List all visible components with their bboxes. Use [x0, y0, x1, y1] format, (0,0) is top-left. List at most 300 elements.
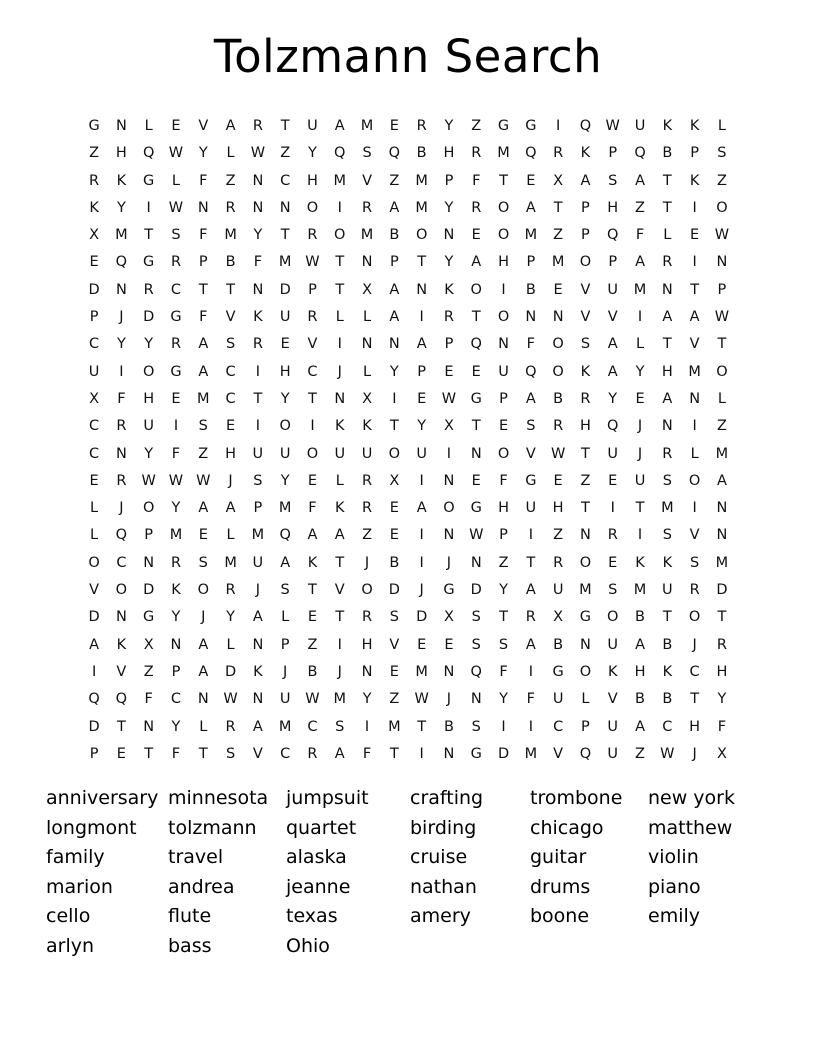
grid-cell[interactable]: T [417, 254, 427, 271]
grid-cell[interactable]: P [608, 254, 618, 271]
grid-cell[interactable]: S [389, 609, 399, 626]
grid-cell[interactable]: Y [171, 718, 181, 735]
grid-cell[interactable]: A [525, 582, 536, 599]
grid-cell[interactable]: R [525, 609, 536, 626]
grid-cell[interactable]: W [441, 390, 457, 407]
grid-cell[interactable]: E [444, 636, 454, 653]
grid-cell[interactable]: Z [580, 472, 591, 489]
grid-cell[interactable]: U [498, 363, 509, 380]
grid-cell[interactable]: X [553, 609, 564, 626]
grid-cell[interactable]: N [143, 718, 155, 735]
grid-cell[interactable]: J [255, 582, 260, 599]
grid-cell[interactable]: V [362, 172, 373, 189]
grid-cell[interactable]: Z [143, 663, 154, 680]
grid-cell[interactable]: F [472, 172, 481, 189]
grid-cell[interactable]: M [415, 172, 428, 189]
grid-cell[interactable]: A [662, 309, 673, 326]
grid-cell[interactable]: A [198, 500, 209, 517]
grid-cell[interactable]: C [280, 172, 291, 189]
grid-cell[interactable]: T [471, 309, 481, 326]
grid-cell[interactable]: W [168, 199, 184, 216]
grid-cell[interactable]: G [497, 118, 510, 134]
grid-cell[interactable]: A [198, 663, 209, 680]
word-list-item[interactable]: boone [530, 905, 590, 928]
grid-cell[interactable]: L [226, 145, 235, 162]
grid-cell[interactable]: Z [280, 145, 291, 162]
grid-cell[interactable]: Z [225, 172, 236, 189]
grid-cell[interactable]: D [470, 582, 482, 599]
grid-cell[interactable]: K [116, 172, 127, 189]
grid-cell[interactable]: A [607, 336, 618, 353]
grid-cell[interactable]: O [552, 336, 564, 353]
grid-cell[interactable]: E [389, 663, 399, 680]
grid-cell[interactable]: O [497, 199, 510, 216]
grid-cell[interactable]: P [581, 199, 590, 216]
grid-cell[interactable]: R [225, 582, 236, 599]
grid-cell[interactable]: K [689, 118, 700, 134]
grid-cell[interactable]: T [581, 500, 590, 517]
grid-cell[interactable]: A [716, 472, 727, 489]
grid-cell[interactable]: S [225, 745, 236, 762]
grid-cell[interactable]: E [553, 472, 563, 489]
grid-cell[interactable]: V [252, 745, 263, 762]
grid-cell[interactable]: F [199, 309, 208, 326]
grid-cell[interactable]: A [198, 363, 209, 380]
grid-cell[interactable]: E [280, 336, 290, 353]
grid-cell[interactable]: E [526, 172, 536, 189]
grid-cell[interactable]: U [279, 309, 291, 326]
grid-cell[interactable]: C [307, 718, 318, 735]
grid-cell[interactable]: H [716, 663, 728, 680]
grid-cell[interactable]: Q [142, 145, 155, 162]
grid-cell[interactable]: T [662, 172, 672, 189]
grid-cell[interactable]: R [607, 527, 618, 544]
grid-cell[interactable]: P [171, 663, 181, 680]
grid-cell[interactable]: H [115, 145, 127, 162]
grid-cell[interactable]: T [553, 199, 563, 216]
grid-cell[interactable]: N [197, 199, 209, 216]
grid-cell[interactable]: Z [716, 418, 727, 435]
grid-cell[interactable]: O [470, 281, 482, 298]
grid-cell[interactable]: W [196, 472, 211, 489]
grid-cell[interactable]: D [88, 281, 100, 298]
grid-cell[interactable]: N [361, 663, 373, 680]
grid-cell[interactable]: V [580, 281, 591, 298]
grid-cell[interactable]: E [171, 390, 181, 407]
grid-cell[interactable]: T [335, 609, 345, 626]
grid-cell[interactable]: Z [198, 445, 209, 462]
grid-cell[interactable]: O [579, 554, 592, 571]
grid-cell[interactable]: T [198, 281, 208, 298]
grid-cell[interactable]: V [307, 336, 318, 353]
grid-cell[interactable]: T [635, 500, 645, 517]
grid-cell[interactable]: Q [579, 745, 592, 762]
grid-cell[interactable]: T [389, 745, 399, 762]
grid-cell[interactable]: P [526, 254, 536, 271]
grid-cell[interactable]: U [279, 445, 291, 462]
grid-cell[interactable]: R [170, 336, 182, 353]
grid-cell[interactable]: I [637, 527, 643, 544]
grid-cell[interactable]: S [717, 145, 727, 162]
word-list-item[interactable]: alaska [286, 846, 347, 869]
grid-cell[interactable]: M [360, 227, 374, 244]
grid-cell[interactable]: I [337, 636, 342, 653]
grid-cell[interactable]: Y [144, 336, 154, 353]
grid-cell[interactable]: T [581, 445, 590, 462]
grid-cell[interactable]: T [116, 718, 126, 735]
grid-cell[interactable]: Z [471, 118, 482, 134]
grid-cell[interactable]: M [551, 254, 565, 271]
grid-cell[interactable]: R [471, 145, 482, 162]
word-list-item[interactable]: Ohio [286, 934, 330, 957]
grid-cell[interactable]: Q [470, 663, 482, 680]
grid-cell[interactable]: E [307, 609, 318, 626]
grid-cell[interactable]: O [306, 199, 319, 216]
grid-cell[interactable]: F [526, 691, 535, 708]
word-list-item[interactable]: new york [648, 787, 735, 810]
grid-cell[interactable]: G [143, 172, 155, 189]
grid-cell[interactable]: J [637, 418, 643, 435]
grid-cell[interactable]: S [526, 418, 536, 435]
grid-cell[interactable]: L [335, 309, 344, 326]
grid-cell[interactable]: J [637, 445, 643, 462]
grid-cell[interactable]: C [225, 363, 236, 380]
grid-cell[interactable]: O [115, 582, 128, 599]
grid-cell[interactable]: A [198, 636, 209, 653]
grid-cell[interactable]: V [553, 745, 564, 762]
grid-cell[interactable]: M [633, 281, 647, 298]
grid-cell[interactable]: M [278, 254, 292, 271]
grid-cell[interactable]: G [470, 500, 482, 517]
grid-cell[interactable]: X [443, 609, 454, 626]
grid-cell[interactable]: O [142, 500, 155, 517]
grid-cell[interactable]: T [335, 281, 345, 298]
grid-cell[interactable]: I [528, 527, 533, 544]
grid-cell[interactable]: G [143, 254, 155, 271]
grid-cell[interactable]: Q [115, 691, 128, 708]
grid-cell[interactable]: Y [198, 145, 208, 162]
grid-cell[interactable]: A [525, 199, 536, 216]
grid-cell[interactable]: A [580, 172, 591, 189]
grid-cell[interactable]: K [444, 281, 454, 298]
grid-cell[interactable]: T [144, 745, 154, 762]
grid-cell[interactable]: P [444, 172, 454, 189]
grid-cell[interactable]: I [146, 199, 151, 216]
grid-cell[interactable]: M [661, 500, 674, 517]
grid-cell[interactable]: C [225, 390, 236, 407]
grid-cell[interactable]: I [446, 445, 452, 462]
grid-cell[interactable]: A [416, 336, 427, 353]
grid-cell[interactable]: G [170, 309, 182, 326]
grid-cell[interactable]: W [250, 145, 266, 162]
grid-cell[interactable]: M [415, 199, 428, 216]
grid-cell[interactable]: N [416, 281, 428, 298]
grid-cell[interactable]: E [389, 118, 399, 134]
grid-cell[interactable]: E [198, 527, 208, 544]
grid-cell[interactable]: T [662, 336, 672, 353]
grid-cell[interactable]: I [119, 363, 124, 380]
grid-cell[interactable]: M [360, 118, 374, 134]
grid-cell[interactable]: F [308, 500, 317, 517]
grid-cell[interactable]: M [497, 145, 510, 162]
grid-cell[interactable]: U [552, 582, 564, 599]
grid-cell[interactable]: S [608, 582, 618, 599]
grid-cell[interactable]: D [143, 582, 155, 599]
grid-cell[interactable]: R [362, 472, 373, 489]
grid-cell[interactable]: Z [635, 745, 645, 762]
grid-cell[interactable]: T [280, 118, 290, 134]
grid-cell[interactable]: N [689, 390, 701, 407]
grid-cell[interactable]: K [253, 663, 263, 680]
grid-cell[interactable]: C [170, 691, 182, 708]
word-list-item[interactable]: flute [168, 905, 212, 928]
grid-cell[interactable]: M [524, 745, 538, 762]
grid-cell[interactable]: H [634, 663, 646, 680]
grid-cell[interactable]: U [607, 636, 619, 653]
grid-cell[interactable]: A [334, 745, 345, 762]
grid-cell[interactable]: A [252, 609, 263, 626]
grid-cell[interactable]: N [443, 527, 455, 544]
grid-cell[interactable]: P [308, 281, 317, 298]
word-list-item[interactable]: jeanne [286, 875, 351, 898]
grid-cell[interactable]: R [252, 336, 263, 353]
grid-cell[interactable]: N [170, 636, 182, 653]
grid-cell[interactable]: L [363, 309, 372, 326]
grid-cell[interactable]: Y [280, 472, 290, 489]
grid-cell[interactable]: N [470, 445, 482, 462]
grid-cell[interactable]: R [362, 500, 373, 517]
grid-cell[interactable]: Q [634, 145, 646, 162]
grid-cell[interactable]: W [714, 309, 730, 326]
grid-cell[interactable]: I [692, 500, 697, 517]
grid-cell[interactable]: W [305, 254, 320, 271]
grid-cell[interactable]: Y [635, 363, 645, 380]
grid-cell[interactable]: V [689, 336, 700, 353]
grid-cell[interactable]: O [497, 227, 510, 244]
grid-cell[interactable]: H [552, 500, 564, 517]
grid-cell[interactable]: U [416, 445, 427, 462]
grid-cell[interactable]: T [417, 718, 427, 735]
grid-cell[interactable]: A [89, 636, 100, 653]
word-list-item[interactable]: marion [46, 875, 113, 898]
grid-cell[interactable]: K [89, 199, 99, 216]
grid-cell[interactable]: Y [608, 390, 618, 407]
grid-cell[interactable]: S [471, 609, 481, 626]
grid-cell[interactable]: S [253, 472, 263, 489]
grid-cell[interactable]: Q [388, 145, 401, 162]
grid-cell[interactable]: X [553, 172, 564, 189]
grid-cell[interactable]: P [89, 309, 99, 326]
grid-cell[interactable]: O [334, 227, 346, 244]
grid-cell[interactable]: I [692, 254, 697, 271]
grid-cell[interactable]: M [224, 227, 237, 244]
grid-cell[interactable]: W [168, 472, 184, 489]
grid-cell[interactable]: Z [362, 527, 373, 544]
grid-cell[interactable]: Y [308, 145, 317, 162]
grid-cell[interactable]: H [498, 254, 509, 271]
grid-cell[interactable]: M [579, 582, 592, 599]
grid-cell[interactable]: G [552, 663, 564, 680]
grid-cell[interactable]: Q [88, 691, 100, 708]
grid-cell[interactable]: W [714, 227, 730, 244]
grid-cell[interactable]: K [662, 663, 673, 680]
grid-cell[interactable]: W [141, 472, 156, 489]
grid-cell[interactable]: N [361, 254, 373, 271]
grid-cell[interactable]: A [389, 281, 400, 298]
grid-cell[interactable]: X [362, 281, 373, 298]
grid-cell[interactable]: Z [307, 636, 318, 653]
grid-cell[interactable]: U [252, 554, 264, 571]
grid-cell[interactable]: M [688, 363, 701, 380]
grid-cell[interactable]: I [419, 554, 424, 571]
grid-cell[interactable]: A [389, 309, 400, 326]
grid-cell[interactable]: P [280, 636, 290, 653]
grid-cell[interactable]: B [553, 636, 564, 653]
grid-cell[interactable]: M [415, 663, 428, 680]
word-list-item[interactable]: texas [286, 905, 338, 928]
grid-cell[interactable]: Q [115, 254, 128, 271]
grid-cell[interactable]: X [362, 390, 373, 407]
grid-cell[interactable]: O [88, 554, 100, 571]
grid-cell[interactable]: U [607, 281, 619, 298]
word-list-item[interactable]: amery [410, 905, 471, 928]
grid-cell[interactable]: B [416, 145, 427, 162]
grid-cell[interactable]: R [225, 199, 236, 216]
grid-cell[interactable]: M [197, 390, 210, 407]
grid-cell[interactable]: R [362, 199, 373, 216]
grid-cell[interactable]: S [280, 582, 290, 599]
grid-cell[interactable]: W [605, 118, 620, 134]
grid-cell[interactable]: W [168, 145, 184, 162]
grid-cell[interactable]: A [307, 527, 318, 544]
grid-cell[interactable]: R [662, 445, 673, 462]
grid-cell[interactable]: A [689, 309, 700, 326]
word-list-item[interactable]: crafting [410, 787, 484, 810]
grid-cell[interactable]: Z [553, 527, 564, 544]
grid-cell[interactable]: Y [444, 254, 454, 271]
grid-cell[interactable]: B [389, 227, 400, 244]
grid-cell[interactable]: I [528, 718, 533, 735]
grid-cell[interactable]: T [717, 609, 727, 626]
grid-cell[interactable]: Q [525, 363, 537, 380]
grid-cell[interactable]: B [635, 609, 645, 626]
grid-cell[interactable]: C [689, 663, 700, 680]
grid-cell[interactable]: W [550, 445, 566, 462]
grid-cell[interactable]: Z [89, 145, 100, 162]
grid-cell[interactable]: P [444, 336, 454, 353]
grid-cell[interactable]: O [716, 199, 728, 216]
grid-cell[interactable]: J [419, 582, 424, 599]
word-list-item[interactable]: matthew [648, 816, 733, 839]
grid-cell[interactable]: P [608, 145, 618, 162]
grid-cell[interactable]: R [143, 281, 154, 298]
grid-cell[interactable]: C [662, 718, 673, 735]
grid-cell[interactable]: Z [716, 172, 727, 189]
grid-cell[interactable]: N [252, 172, 264, 189]
grid-cell[interactable]: E [89, 472, 99, 489]
grid-cell[interactable]: E [553, 281, 563, 298]
grid-cell[interactable]: K [335, 500, 345, 517]
grid-cell[interactable]: B [443, 718, 454, 735]
grid-cell[interactable]: F [499, 472, 508, 489]
grid-cell[interactable]: S [171, 227, 181, 244]
word-list-item[interactable]: family [46, 846, 105, 869]
word-list-item[interactable]: bass [168, 934, 212, 957]
grid-cell[interactable]: O [579, 663, 592, 680]
grid-cell[interactable]: M [524, 227, 538, 244]
grid-cell[interactable]: A [525, 636, 536, 653]
grid-cell[interactable]: P [581, 718, 590, 735]
grid-cell[interactable]: E [498, 418, 509, 435]
grid-cell[interactable]: N [716, 527, 728, 544]
grid-cell[interactable]: R [307, 227, 318, 244]
grid-cell[interactable]: Y [171, 500, 181, 517]
grid-cell[interactable]: R [307, 745, 318, 762]
grid-cell[interactable]: M [251, 527, 265, 544]
grid-cell[interactable]: L [90, 500, 99, 517]
grid-cell[interactable]: N [716, 254, 728, 271]
grid-cell[interactable]: F [144, 691, 153, 708]
grid-cell[interactable]: E [417, 390, 427, 407]
grid-cell[interactable]: U [88, 363, 100, 380]
grid-cell[interactable]: N [470, 554, 482, 571]
grid-cell[interactable]: M [388, 718, 401, 735]
grid-cell[interactable]: O [142, 363, 155, 380]
grid-cell[interactable]: H [225, 445, 237, 462]
grid-cell[interactable]: F [362, 745, 372, 762]
grid-cell[interactable]: J [446, 691, 452, 708]
grid-cell[interactable]: E [690, 227, 700, 244]
grid-cell[interactable]: D [388, 582, 400, 599]
grid-cell[interactable]: V [225, 309, 236, 326]
grid-cell[interactable]: R [252, 118, 263, 134]
grid-cell[interactable]: F [717, 718, 727, 735]
grid-cell[interactable]: V [334, 582, 345, 599]
grid-cell[interactable]: T [389, 418, 399, 435]
grid-cell[interactable]: A [607, 363, 618, 380]
grid-cell[interactable]: V [389, 636, 400, 653]
grid-cell[interactable]: L [581, 691, 590, 708]
grid-cell[interactable]: H [361, 636, 373, 653]
grid-cell[interactable]: B [225, 254, 236, 271]
word-list-item[interactable]: minnesota [168, 787, 269, 810]
grid-cell[interactable]: R [716, 636, 727, 653]
grid-cell[interactable]: X [89, 390, 100, 407]
grid-cell[interactable]: O [579, 254, 592, 271]
grid-cell[interactable]: G [443, 582, 455, 599]
word-list-item[interactable]: nathan [410, 875, 477, 898]
grid-cell[interactable]: S [662, 527, 672, 544]
grid-cell[interactable]: L [690, 445, 699, 462]
word-list-item[interactable]: andrea [168, 875, 235, 898]
grid-cell[interactable]: W [305, 691, 320, 708]
grid-cell[interactable]: L [363, 363, 372, 380]
word-list-item[interactable]: trombone [530, 787, 623, 810]
grid-cell[interactable]: Z [389, 172, 400, 189]
grid-cell[interactable]: H [498, 500, 509, 517]
grid-cell[interactable]: V [116, 663, 127, 680]
grid-cell[interactable]: R [689, 582, 700, 599]
grid-cell[interactable]: Q [115, 527, 128, 544]
grid-cell[interactable]: N [115, 281, 127, 298]
grid-cell[interactable]: H [307, 172, 318, 189]
grid-cell[interactable]: P [89, 745, 99, 762]
grid-cell[interactable]: E [171, 118, 181, 134]
grid-cell[interactable]: S [471, 718, 481, 735]
grid-cell[interactable]: X [389, 472, 400, 489]
grid-cell[interactable]: K [635, 554, 645, 571]
grid-cell[interactable]: O [388, 445, 401, 462]
